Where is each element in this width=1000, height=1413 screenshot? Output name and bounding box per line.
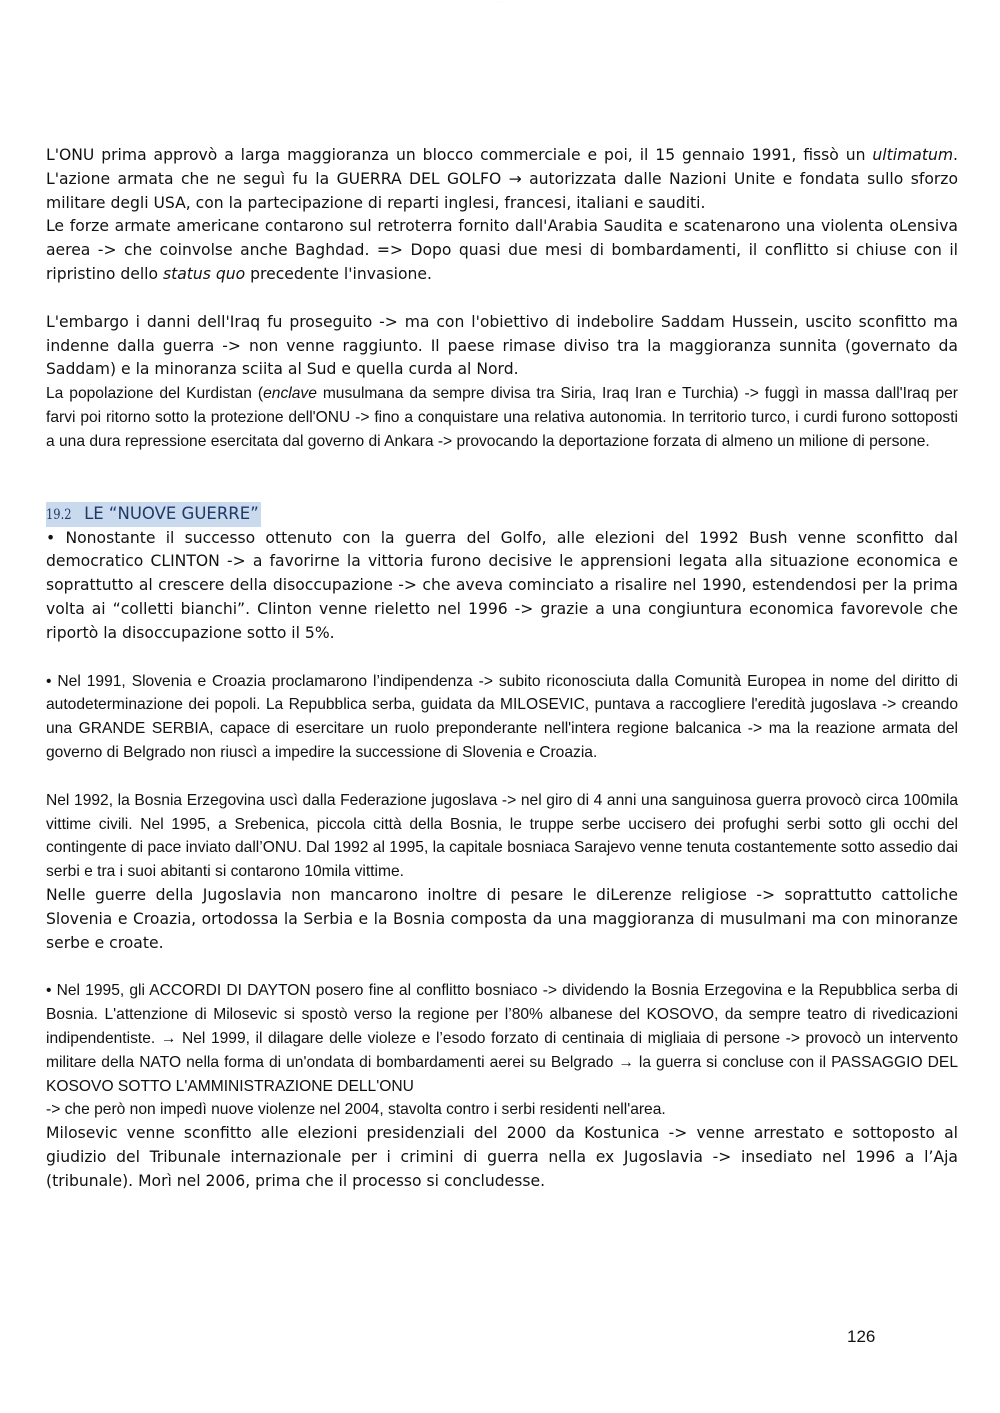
section-number: 19.2 bbox=[46, 506, 72, 523]
section-title: LE “NUOVE GUERRE” bbox=[84, 503, 259, 523]
paragraph-slovenia-croazia: • Nel 1991, Slovenia e Croazia proclamarono l’indipendenza -> subito riconosciuta dalla Comunità Europea in nome del diritto di autodeterminazione dei popoli. La Repubblica serba, guidata da MILOSEVIC, puntava a raccogliere l'eredità jugoslava -> creando una GRANDE SERBIA, capace di esercitare un ruolo preponderante nell'intera regione balcanica -> ma la reazione armata del governo di Belgrado non riuscì a impedire la successione di Slovenia e Croazia. bbox=[46, 672, 958, 761]
header-mark: · · · · · · bbox=[494, 0, 506, 4]
italic-term: status quo bbox=[163, 264, 246, 283]
text-run: musulmana da sempre divisa tra Siria, Iraq Iran e Turchia) -> fuggì in massa dall'Iraq per farvi poi ritorno sotto la protezione dell'ONU -> fino a conquistare una relativa autonomia. In territorio turco, i curdi furono sottoposti a una dura repressione esercitata dal governo di Ankara -> provocando la deportazione forzata di almeno un milione di persone. bbox=[46, 385, 958, 450]
paragraph-kurdistan bbox=[46, 382, 958, 453]
text-run: . L'azione armata che ne seguì fu la GUERRA DEL GOLFO → autorizzata dalle Nazioni Unite e fondata sullo sforzo militare degli USA, con la partecipazione di reparti inglesi, francesi, italiani e sauditi. bbox=[46, 146, 958, 212]
paragraph-bosnia: Nel 1992, la Bosnia Erzegovina uscì dalla Federazione jugoslava -> nel giro di 4 anni una sanguinosa guerra provocò circa 100mila vittime civili. Nel 1995, a Srebenica, piccola città della Bosnia, le truppe serbe uccisero dei profughi serbi sotto gli occhi del contingente di pace inviato dall’ONU. Dal 1992 al 1995, la capitale bosniaca Sarajevo venne tenuta costantemente sotto assedio dai serbi e tra i suoi abitanti si contarono 10mila vittime. bbox=[46, 791, 958, 881]
text-run: precedente l'invasione. bbox=[245, 264, 432, 283]
paragraph-violenze-2004: -> che però non impedì nuove violenze nel 2004, stavolta contro i serbi residenti nell'area. bbox=[46, 1101, 666, 1119]
text-run: La popolazione del Kurdistan ( bbox=[46, 385, 264, 403]
paragraph-dayton-kosovo: • Nel 1995, gli ACCORDI DI DAYTON posero fine al conflitto bosniaco -> dividendo la Bosnia Erzegovina e la Repubblica serba di Bosnia. L'attenzione di Milosevic si spostò verso la regione per l’80% albanese del KOSOVO, da sempre teatro di rivedicazioni indipendentiste. → Nel 1999, il dilagare delle violeze e l’esodo forzato di centinaia di migliaia di persone -> provocò un intervento militare della NATO nella forma di un'ondata di bombardamenti aerei su Belgrado → la guerra si concluse con il PASSAGGIO DEL KOSOVO SOTTO L'AMMINISTRAZIONE DELL'ONU bbox=[46, 982, 958, 1095]
paragraph-forze-armate bbox=[46, 215, 958, 286]
paragraph-religioni: Nelle guerre della Jugoslavia non mancarono inoltre di pesare le diLerenze religiose -> soprattutto cattoliche Slovenia e Croazia, ortodossa la Serbia e la Bosnia composta da una maggioranza di musulmani ma con minoranze serbe e croate. bbox=[46, 885, 958, 952]
paragraph-onu-ultimatum bbox=[46, 144, 958, 215]
paragraph-clinton: • Nonostante il successo ottenuto con la guerra del Golfo, alle elezioni del 1992 Bush venne sconfitto dal democratico CLINTON -> a favorirne la vittoria furono decisive le apprensioni legata alla situazione economica e soprattutto al crescere della disoccupazione -> che aveva cominciato a risalire nel 1990, estendendosi per la prima volta ai “colletti bianchi”. Clinton venne rieletto nel 1996 -> grazie a una congiuntura economica favorevole che riportò la disoccupazione sotto il 5%. bbox=[46, 528, 958, 642]
paragraph-milosevic: Milosevic venne sconfitto alle elezioni presidenziali del 2000 da Kostunica -> venne arrestato e sottoposto al giudizio del Tribunale internazionale per i crimini di guerra nella ex Jugoslavia -> insediato nel 1996 a l’Aja (tribunale). Morì nel 2006, prima che il processo si concludesse. bbox=[46, 1124, 958, 1190]
italic-term: enclave bbox=[263, 385, 317, 403]
text-run: Le forze armate americane contarono sul retroterra fornito dall'Arabia Saudita e scatenarono una violenta oLensiva aerea -> che coinvolse anche Baghdad. => Dopo quasi due mesi di bombardamenti, il conflitto si chiuse con il ripristino dello bbox=[46, 217, 958, 283]
text-run: L'ONU prima approvò a larga maggioranza un blocco commerciale e poi, il 15 gennaio 1991, fissò un bbox=[46, 146, 873, 164]
section-heading bbox=[46, 502, 958, 527]
paragraph-embargo: L'embargo i danni dell'Iraq fu proseguito -> ma con l'obiettivo di indebolire Saddam Hussein, uscito sconfitto ma indenne dalla guerra -> non venne raggiunto. Il paese rimase diviso tra la maggioranza sunnita (governato da Saddam) e la minoranza sciita al Sud e quella curda al Nord. bbox=[46, 312, 958, 379]
page-number: 126 bbox=[847, 1327, 876, 1346]
italic-term: ultimatum bbox=[872, 146, 954, 164]
page-content bbox=[46, 144, 958, 1193]
